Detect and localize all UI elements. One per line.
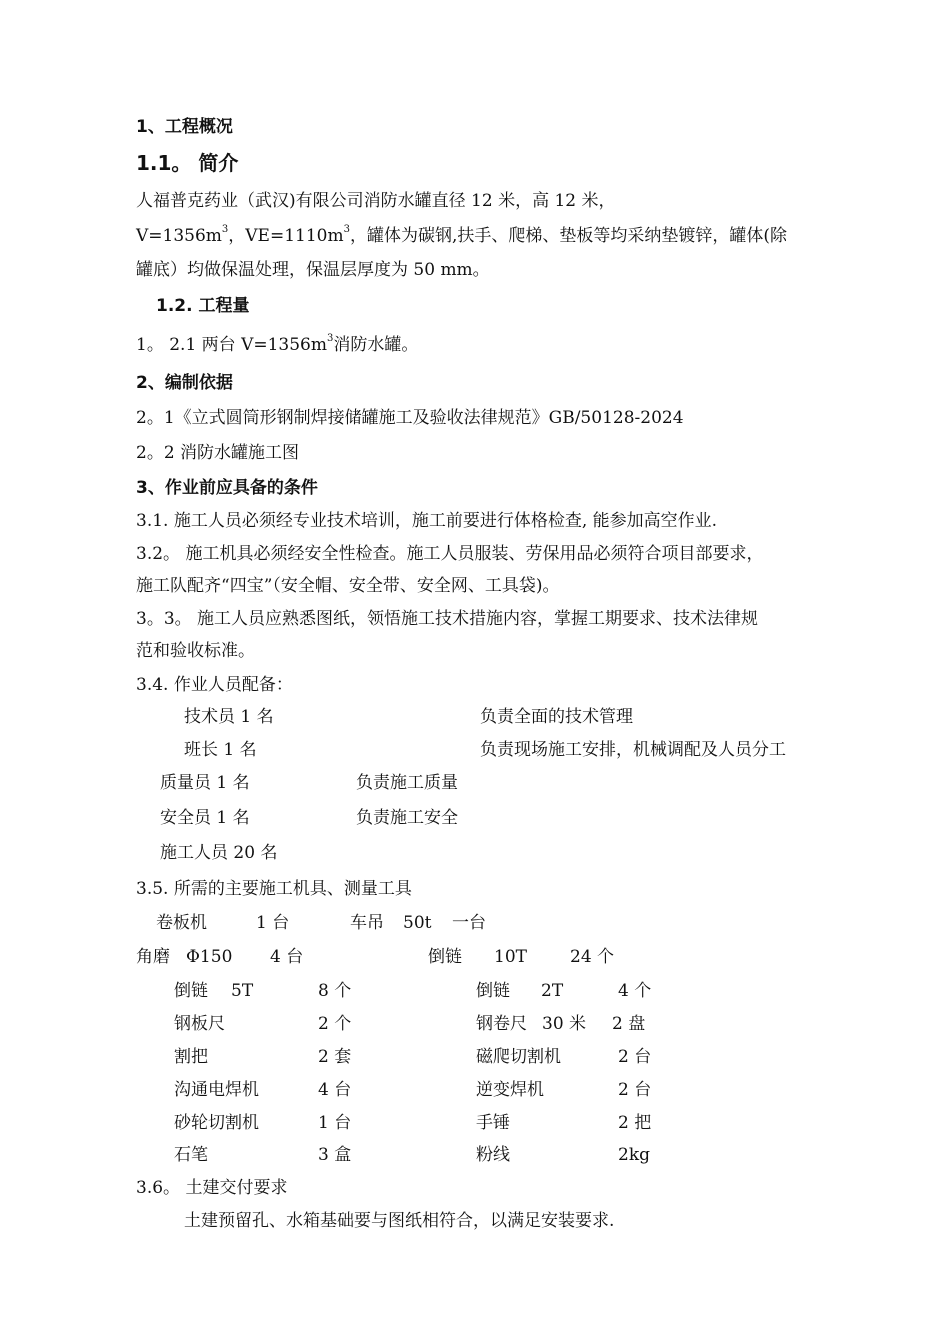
- tool-name: 手锤: [476, 1113, 510, 1133]
- staff-role: 班长 1 名: [184, 740, 257, 760]
- tool-name: 砂轮切割机: [174, 1113, 259, 1133]
- tool-qty: 2 台: [618, 1080, 652, 1100]
- section-1-heading: 1、工程概况: [136, 117, 233, 137]
- tool-name: 角磨: [136, 947, 170, 967]
- tool-spec: 30 米: [542, 1014, 587, 1034]
- ve-text: ，VE=1110m: [228, 226, 344, 246]
- intro-line-1: 人福普克药业（武汉)有限公司消防水罐直径 12 米，高 12 米，: [136, 191, 616, 211]
- tool-qty: 2 把: [618, 1113, 652, 1133]
- volume-text: V=1356m: [136, 226, 222, 246]
- staff-duty: 负责现场施工安排，机械调配及人员分工: [480, 740, 786, 760]
- quantity-text: 1。 2.1 两台 V=1356m: [136, 335, 327, 355]
- tool-name: 钢板尺: [174, 1014, 225, 1034]
- tool-qty: 2 盘: [612, 1014, 646, 1034]
- tool-qty: 8 个: [318, 981, 352, 1001]
- section-3-heading: 3、作业前应具备的条件: [136, 478, 318, 498]
- superscript: 3: [221, 224, 229, 236]
- para-3-2-line-2: 施工队配齐“四宝”（安全帽、安全带、安全网、工具袋)。: [136, 576, 560, 596]
- para-3-3-line-1: 3。3。 施工人员应熟悉图纸，领悟施工技术措施内容，掌握工期要求、技术法律规: [136, 609, 759, 629]
- tool-name: 石笔: [174, 1145, 208, 1165]
- intro-line-2: [136, 225, 787, 247]
- quantity-text-end: 消防水罐。: [333, 335, 419, 355]
- tool-spec: 10T: [494, 947, 527, 967]
- para-3-5: 3.5. 所需的主要施工机具、测量工具: [136, 879, 412, 899]
- staff-duty: 负责全面的技术管理: [480, 707, 633, 727]
- tool-qty: 2 个: [318, 1014, 352, 1034]
- tool-qty: 4 台: [270, 947, 304, 967]
- tool-qty: 2 台: [618, 1047, 652, 1067]
- tool-name: 磁爬切割机: [476, 1047, 561, 1067]
- tool-qty: 2 套: [318, 1047, 352, 1067]
- para-3-6-body: 土建预留孔、水箱基础要与图纸相符合，以满足安装要求.: [184, 1211, 615, 1231]
- para-3-2-line-1: 3.2。 施工机具必须经安全性检查。施工人员服装、劳保用品必须符合项目部要求，: [136, 544, 764, 564]
- basis-item-2: 2。2 消防水罐施工图: [136, 443, 300, 463]
- quantity-line: [136, 334, 418, 356]
- staff-role: 安全员 1 名: [160, 808, 250, 828]
- para-3-1: 3.1. 施工人员必须经专业技术培训，施工前要进行体格检查, 能参加高空作业.: [136, 511, 718, 531]
- staff-role: 质量员 1 名: [160, 773, 250, 793]
- basis-item-1: 2。1《立式圆筒形钢制焊接储罐施工及验收法律规范》GB/50128-2024: [136, 408, 684, 428]
- tool-spec: 5T: [231, 981, 254, 1001]
- staff-duty: 负责施工质量: [356, 773, 458, 793]
- tool-name: 倒链: [428, 947, 462, 967]
- tool-name: 割把: [174, 1047, 208, 1067]
- tool-name: 沟通电焊机: [174, 1080, 259, 1100]
- intro-line-3: 罐底）均做保温处理，保温层厚度为 50 mm。: [136, 260, 490, 280]
- tool-name: 倒链: [476, 981, 510, 1001]
- tool-name: 倒链: [174, 981, 208, 1001]
- para-3-6: 3.6。 土建交付要求: [136, 1178, 288, 1198]
- section-1-2-heading: 1.2. 工程量: [156, 296, 250, 316]
- tool-qty: 2kg: [618, 1145, 650, 1165]
- tool-qty: 4 台: [318, 1080, 352, 1100]
- tool-qty: 3 盒: [318, 1145, 352, 1165]
- tool-qty: 1 台: [256, 913, 290, 933]
- tool-name: 钢卷尺: [476, 1014, 527, 1034]
- tool-name: 卷板机: [156, 913, 207, 933]
- staff-duty: 负责施工安全: [356, 808, 458, 828]
- staff-role: 技术员 1 名: [184, 707, 274, 727]
- tool-spec: 2T: [541, 981, 564, 1001]
- section-2-heading: 2、编制依据: [136, 373, 233, 393]
- superscript: 3: [343, 224, 350, 236]
- tool-qty: 24 个: [570, 947, 615, 967]
- tool-qty: 一台: [452, 913, 486, 933]
- tool-name: 逆变焊机: [476, 1080, 544, 1100]
- para-3-3-line-2: 范和验收标准。: [136, 641, 255, 661]
- tool-qty: 1 台: [318, 1113, 352, 1133]
- tool-name: 粉线: [476, 1145, 510, 1165]
- section-1-1-heading: 1.1。 简介: [136, 151, 239, 175]
- tool-spec: 50t: [403, 913, 432, 933]
- tool-spec: Φ150: [186, 947, 233, 967]
- superscript: 3: [326, 333, 334, 345]
- intro-line-2-rest: ，罐体为碳钢,扶手、爬梯、垫板等均采纳垫镀锌，罐体(除: [349, 226, 788, 246]
- tool-qty: 4 个: [618, 981, 652, 1001]
- para-3-4: 3.4. 作业人员配备：: [136, 675, 293, 695]
- tool-name: 车吊: [350, 913, 384, 933]
- staff-role: 施工人员 20 名: [160, 843, 278, 863]
